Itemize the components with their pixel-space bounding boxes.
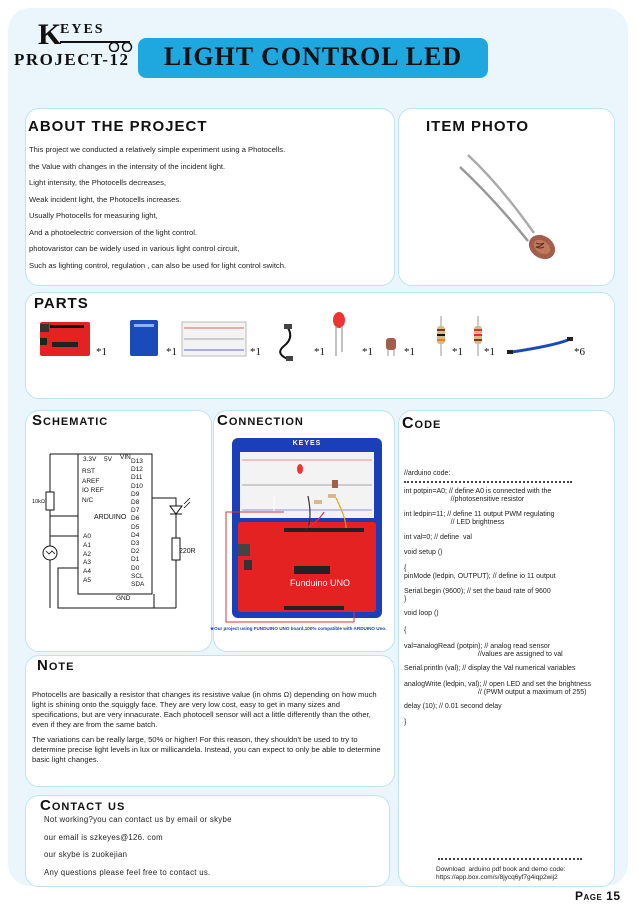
pin-label: D8 (131, 499, 140, 506)
pin-label: A4 (83, 568, 91, 576)
usb-cable-icon (280, 324, 293, 361)
about-line: Light intensity, the Photocells decreases, (29, 178, 167, 187)
schematic-diagram (30, 440, 210, 620)
board-label: ARDUINO (94, 514, 127, 521)
code-line: // (PWM output a maximum of 255) (404, 689, 587, 696)
pin-label: N/C (82, 496, 94, 504)
note-paragraph-1: Photocells are basically a resistor that changes its resistive value (in ohms Ω) depending on how much light is shining onto the squiggly face. They are very low cost, easy to get in many sizes and specifications, but are very innacurate. Each photocell sensor will act a little differently than the other, even if they are from the same batch. (32, 690, 377, 729)
red-led-icon (333, 312, 345, 356)
parts-qty-arduino: *1 (96, 346, 107, 358)
code-line: //photosensitive resistor (404, 496, 525, 503)
parts-qty-photocell: *1 (404, 346, 415, 358)
connection-brand: KEYES (292, 440, 322, 447)
about-line: Usually Photocells for measuring light, (29, 211, 158, 220)
code-line: delay (10); // 0.01 second delay (404, 703, 502, 710)
pin-5v: 5V (104, 456, 112, 463)
logo-big-k: K (38, 18, 62, 51)
code-line: } (404, 596, 407, 603)
photocell-photo (450, 145, 570, 275)
parts-qty-usb: *1 (314, 346, 325, 358)
prototype-shield-icon (130, 320, 158, 356)
contact-heading: Contact us (40, 797, 126, 814)
photocell-icon (386, 338, 396, 356)
pin-label: A2 (83, 550, 91, 558)
pin-label: A3 (83, 559, 91, 567)
connection-diagram (224, 436, 384, 626)
pin-label: A1 (83, 541, 91, 549)
small-resistor-label: 10kΩ (32, 499, 45, 505)
note-heading: Note (37, 657, 75, 674)
pin-label: D2 (131, 548, 140, 556)
code-line: // LED brightness (404, 519, 505, 526)
download-link[interactable]: https://app.box.com/s/8jycq6yf7g4iqp2wij2 (436, 874, 558, 881)
pin-vin: VIN (120, 454, 131, 461)
code-line: Serial.println (val); // display the Val numerical variables (404, 665, 576, 672)
pin-label: A0 (83, 533, 91, 540)
pin-label: D5 (131, 523, 140, 531)
project-label: PROJECT-12 (14, 50, 130, 69)
keyes-logo (38, 20, 138, 50)
contact-line: Any questions please feel free to contact us. (44, 867, 211, 877)
item-photo-heading: ITEM PHOTO (426, 118, 530, 135)
parts-qty-shield: *1 (166, 346, 177, 358)
code-line: val=analogRead (potpin); // analog read sensor (404, 643, 551, 650)
about-line: This project we conducted a relatively simple experiment using a Photocells. (29, 145, 286, 154)
arduino-board-icon (40, 322, 90, 356)
about-line: Such as lighting control, regulation , can also be used for light control switch. (29, 260, 287, 270)
page-number: Page 15 (575, 889, 621, 903)
pin-3v3: 3.3V (83, 456, 97, 463)
contact-line: our skybe is zuokejian (44, 850, 128, 859)
resistor-10k-icon (437, 316, 445, 356)
contact-line: our email is szkeyes@126. com (44, 832, 163, 842)
about-line: the Value with changes in the intensity of the incident light. (29, 161, 226, 171)
breadboard-icon (182, 322, 246, 356)
pin-label: IO REF (82, 487, 104, 494)
pin-label: D12 (131, 466, 143, 474)
parts-qty-resistor-220: *1 (484, 346, 495, 358)
connection-board-name: Funduino UNO (290, 578, 351, 588)
about-line: And a photoelectric conversion of the light control. (29, 227, 198, 237)
parts-heading: PARTS (34, 295, 89, 312)
code-line: int ledpin=11; // define 11 output PWM regulating (404, 511, 555, 518)
about-line: Weak incident light, the Photocells increases. (29, 194, 182, 204)
page-title: LIGHT CONTROL LED (163, 42, 463, 71)
code-line: Serial.begin (9600); // set the baud rate of 9600 (404, 588, 551, 595)
code-line: } (404, 719, 407, 726)
resistor-220-label: 220R (179, 548, 196, 555)
pin-label: A5 (83, 577, 91, 584)
pin-label: SDA (131, 581, 145, 588)
about-line: photovaristor can be widely used in various light control circuit, (29, 244, 240, 253)
code-heading: Code (402, 415, 442, 432)
pin-label: D10 (131, 482, 143, 490)
pin-label: D13 (131, 458, 143, 465)
parts-qty-jumper: *6 (574, 346, 585, 358)
pin-label: D9 (131, 490, 140, 498)
note-paragraph-2: The variations can be really large, 50% or higher! For this reason, they shouldn't be used to try to determine precise light levels in lux or millicandela. Instead, you can expect to only be able to determine basic light changes. (32, 735, 381, 764)
pin-label: D0 (131, 564, 140, 572)
code-line: void setup () (404, 549, 443, 556)
code-line: int potpin=A0; // define A0 is connected with the (404, 488, 552, 495)
about-heading: ABOUT THE PROJECT (28, 118, 208, 135)
pin-label: D1 (131, 556, 140, 564)
parts-images (30, 308, 590, 388)
pin-label: SCL (131, 572, 144, 580)
connection-note: ★Our project using FUNDUINO UNO board,100% compatible with ARDUINO Uno. (210, 626, 387, 631)
schematic-heading: Schematic (32, 412, 109, 429)
download-line-1: Download arduino pdf book and demo code: (436, 866, 566, 873)
code-line: //arduino code: (404, 470, 451, 477)
code-line: int val=0; // define val (404, 534, 472, 541)
parts-qty-resistor-10k: *1 (452, 346, 463, 358)
logo-text: EYES (60, 22, 105, 37)
code-top-divider (404, 481, 572, 485)
code-line: pinMode (ledpin, OUTPUT); // define io 11 output (404, 573, 556, 580)
code-line: //values are assigned to val (404, 651, 563, 658)
pin-label: D4 (131, 531, 140, 539)
code-line: { (404, 627, 407, 634)
pin-label: AREF (82, 477, 100, 485)
code-line: void loop () (404, 610, 439, 617)
parts-qty-breadboard: *1 (250, 346, 261, 358)
pin-gnd: GND (116, 595, 131, 602)
connection-heading: Connection (217, 412, 304, 429)
code-line: { (404, 565, 407, 572)
pin-label: D6 (131, 515, 140, 523)
jumper-wire-icon (507, 337, 573, 354)
parts-qty-led: *1 (362, 346, 373, 358)
pin-label: D7 (131, 507, 140, 515)
pin-label: D3 (131, 540, 140, 547)
code-line: analogWrite (ledpin, val); // open LED and set the brightness (404, 681, 592, 688)
pin-label: D11 (131, 474, 143, 482)
pin-label: RST (82, 468, 95, 475)
code-bottom-divider (438, 858, 582, 862)
resistor-220-icon (474, 316, 482, 356)
contact-line: Not working?you can contact us by email or skybe (44, 815, 232, 824)
